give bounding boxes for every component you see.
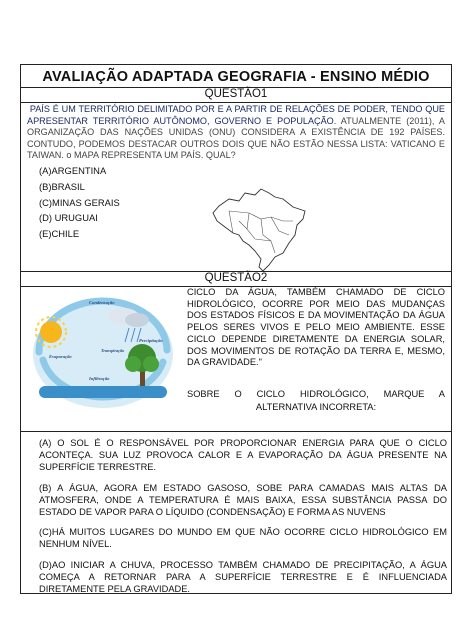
q1-option-c[interactable]: (C)MINAS GERAIS — [39, 196, 120, 208]
divider — [21, 431, 451, 432]
question-2-text: CICLO DA ÁGUA, TAMBÉM CHAMADO DE CICLO HIDROLÓGICO, OCORRE POR MEIO DAS MUDANÇAS DOS ESTADOS FÍSICOS E DA MOVIMENTAÇÃO DA ÁGUA PELOS SERES VIVOS E PELO MEIO AMBIENTE. ESSE CICLO DEPENDE DIRETAMENTE DA ENERGIA SOLAR, DOS MOVIMENTOS DE ROTAÇÃO DA TERRA E, MESMO, DA GRAVIDADE." — [187, 287, 445, 368]
question-2-label: QUESTÃO2 — [204, 272, 268, 284]
q2-option-c[interactable]: (C)HÁ MUITOS LUGARES DO MUNDO EM QUE NÃO OCORRE CICLO HIDROLÓGICO EM NENHUM NÍVEL. — [39, 527, 447, 549]
brazil-map-image — [209, 181, 309, 273]
q1-option-b[interactable]: (B)BRASIL — [39, 180, 85, 192]
q2-option-a[interactable]: (A) O SOL É O RESPONSÁVEL POR PROPORCIONAR ENERGIA PARA QUE O CICLO ACONTEÇA. SUA LUZ PROVOCA CALOR E A EVAPORAÇÃO DA ÁGUA PRESENTE NA SUPERFÍCIE TERRESTRE. — [39, 438, 447, 472]
question-1-stem-part1: PAÍS É UM TERRITÓRIO DELIMITADO POR E A PARTIR DE RELAÇÕES DE PODER, TENDO QUE APRESENTAR TERRITÓRIO AUTÔNOMO, GOVERNO E POPULAÇÃO. — [27, 104, 445, 126]
q1-option-e[interactable]: (E)CHILE — [39, 228, 80, 240]
label-precipitacao: Precipitação — [139, 338, 163, 343]
question-2-prompt: SOBRE O CICLO HIDROLÓGICO, MARQUE A — [187, 389, 445, 399]
label-infiltracao: Infiltração — [89, 376, 110, 381]
q1-option-a[interactable]: (A)ARGENTINA — [39, 165, 107, 176]
exam-sheet — [20, 64, 452, 594]
page-title: AVALIAÇÃO ADAPTADA GEOGRAFIA - ENSINO MÉDIO — [42, 69, 430, 85]
q2-option-d[interactable]: (D)AO INICIAR A CHUVA, PROCESSO TAMBÉM CHAMADO DE PRECIPITAÇÃO, A ÁGUA COMEÇA A RETORNAR PARA A SUPERFÍCIE TERRESTRE E É INFLUENCIADA DIRETAMENTE PELA GRAVIDADE. — [39, 560, 447, 594]
label-condensacao: Condensação — [89, 300, 115, 305]
question-1-options — [39, 163, 120, 242]
water-cycle-illustration — [29, 290, 177, 410]
label-evaporacao: Evaporação — [49, 354, 72, 359]
lake-icon — [39, 386, 167, 398]
question-1-label: QUESTÃO1 — [204, 88, 268, 100]
label-transpiracao: Transpiração — [101, 348, 125, 353]
question-1-stem — [27, 104, 445, 162]
question-2-prompt-line2: ALTERNATIVA INCORRETA: — [255, 402, 377, 412]
divider — [21, 102, 451, 103]
q1-option-d[interactable]: (D) URUGUAI — [39, 212, 98, 224]
question-1-stem-part2: ATUALMENTE (2011), A ORGANIZAÇÃO DAS NAÇÕES UNIDAS (ONU) CONSIDERA A EXISTÊNCIA DE 192 PAÍSES. CONTUDO, PODEMOS DESTACAR OUTROS DOIS QUE NÃO ESTÃO NESSA LISTA: VATICANO E TAIWAN. o MAPA REPRESENTA UM PAÍS. QUAL? — [27, 115, 445, 161]
q2-option-b[interactable]: (B) A ÁGUA, AGORA EM ESTADO GASOSO, SOBE PARA CAMADAS MAIS ALTAS DA ATMOSFERA, ONDE A TEMPERATURA É MAIS BAIXA, ESSA SUBSTÂNCIA PASSA DO ESTADO DE VAPOR PARA O LÍQUIDO (CONDENSAÇÃO) E FORMA AS NUVENS — [39, 483, 447, 517]
